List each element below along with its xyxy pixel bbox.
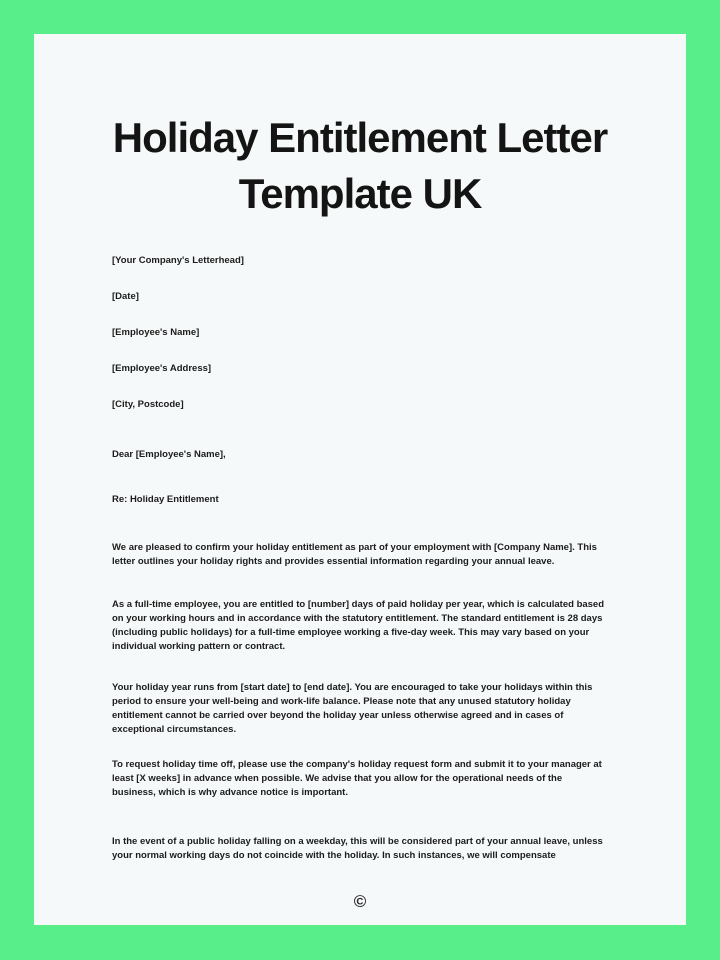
paragraph-public-holiday: In the event of a public holiday falling on a weekday, this will be considered part of your annual leave, unless your normal working days do not coincide with the holiday. In such instances, we will compensate [112, 836, 603, 861]
letter-body [34, 254, 686, 863]
page-title [44, 110, 676, 222]
salutation-line: Dear [Employee's Name], [112, 449, 226, 460]
paragraph-holiday-year: Your holiday year runs from [start date] to [end date]. You are encouraged to take your holidays within this period to ensure your well-being and work-life balance. Please note that any unused statutory holiday entitlement cannot be carried over beyond the holiday year unless otherwise agreed and in cases of exceptional circumstances. [112, 682, 593, 735]
copyright-icon: © [353, 892, 367, 911]
city-postcode-placeholder: [City, Postcode] [112, 399, 184, 410]
letter-page [34, 34, 686, 925]
paragraph-entitlement-days: As a full-time employee, you are entitled to [number] days of paid holiday per year, which is calculated based on your working hours and in accordance with the statutory entitlement. The standard entitlement is 28 days (including public holidays) for a full-time employee working a five-day week. This may vary based on your individual working pattern or contract. [112, 599, 605, 652]
letterhead-placeholder: [Your Company's Letterhead] [112, 255, 244, 266]
page-title-line-2: Template UK [238, 170, 482, 217]
paragraph-intro: We are pleased to confirm your holiday entitlement as part of your employment with [Company Name]. This letter outlines your holiday rights and provides essential information regarding your annual leave. [112, 542, 597, 567]
date-placeholder: [Date] [112, 291, 139, 302]
page-title-line-1: Holiday Entitlement Letter [112, 114, 608, 161]
paragraph-request-process: To request holiday time off, please use the company's holiday request form and submit it to your manager at least [X weeks] in advance when possible. We advise that you allow for the operational needs of the business, which is why advance notice is important. [112, 759, 602, 798]
employee-address-placeholder: [Employee's Address] [112, 363, 212, 374]
subject-line: Re: Holiday Entitlement [112, 494, 219, 505]
employee-name-placeholder: [Employee's Name] [112, 327, 200, 338]
